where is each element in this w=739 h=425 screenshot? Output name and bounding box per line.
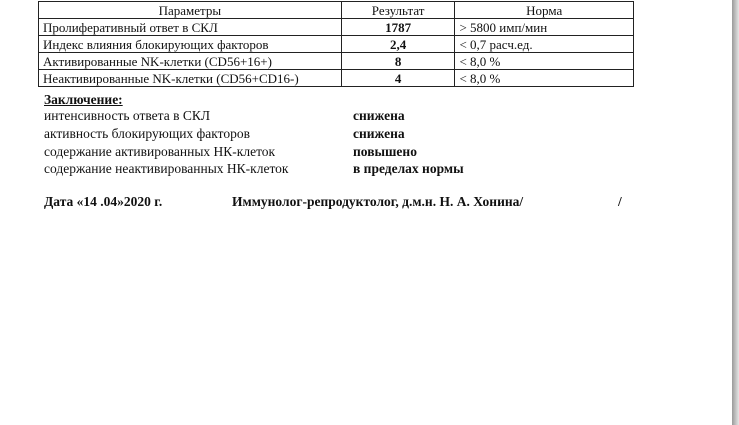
conclusion-item: [44, 108, 405, 124]
table-header-row: [39, 2, 634, 19]
conclusion-value: снижена: [353, 126, 405, 141]
conclusion-label: активность блокирующих факторов: [44, 126, 251, 141]
table-row: [39, 70, 634, 87]
param-cell: Неактивированные NK-клетки (CD56+CD16-): [39, 70, 342, 87]
page-edge-shadow: [732, 0, 739, 425]
conclusion-label: содержание активированных НК-клеток: [44, 144, 276, 159]
param-cell: Индекс влияния блокирующих факторов: [39, 36, 342, 53]
results-table: [38, 1, 634, 87]
conclusion-title: Заключение:: [44, 92, 123, 107]
signature-slash: /: [618, 194, 622, 209]
conclusion-value: снижена: [353, 108, 405, 123]
norm-cell: < 0,7 расч.ед.: [455, 36, 634, 53]
header-norm: Норма: [455, 2, 634, 19]
norm-cell: > 5800 имп/мин: [455, 19, 634, 36]
result-cell: 2,4: [341, 36, 455, 53]
conclusion-item: [44, 144, 417, 160]
conclusion-value: повышено: [353, 144, 417, 159]
result-cell: 4: [341, 70, 455, 87]
table-row: [39, 36, 634, 53]
table-row: [39, 19, 634, 36]
conclusion-item: [44, 126, 405, 142]
table-row: [39, 53, 634, 70]
param-cell: Активированные NK-клетки (CD56+16+): [39, 53, 342, 70]
norm-cell: < 8,0 %: [455, 53, 634, 70]
result-cell: 8: [341, 53, 455, 70]
conclusion-label: интенсивность ответа в СКЛ: [44, 108, 210, 123]
header-parameters: Параметры: [39, 2, 342, 19]
result-cell: 1787: [341, 19, 455, 36]
header-result: Результат: [341, 2, 455, 19]
norm-cell: < 8,0 %: [455, 70, 634, 87]
signer-line: Иммунолог-репродуктолог, д.м.н. Н. А. Хонина/: [232, 194, 524, 209]
conclusion-label: содержание неактивированных НК-клеток: [44, 161, 289, 176]
report-date: Дата «14 .04»2020 г.: [44, 194, 163, 209]
conclusion-item: [44, 161, 464, 177]
conclusion-value: в пределах нормы: [353, 161, 464, 176]
param-cell: Пролиферативный ответ в СКЛ: [39, 19, 342, 36]
